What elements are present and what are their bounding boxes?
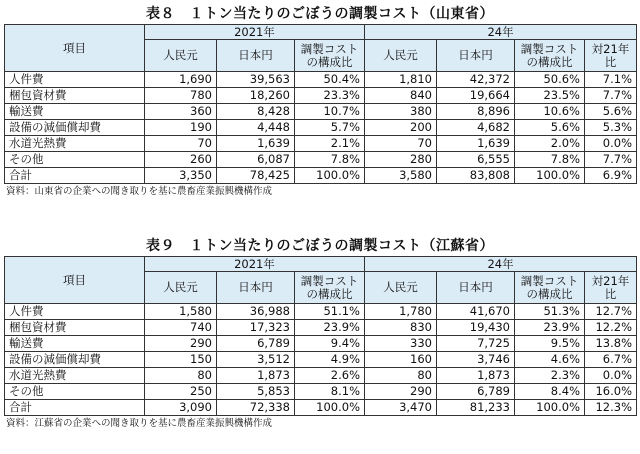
row-label: 梱包資材費 xyxy=(5,320,145,336)
cell-value: 8.1% xyxy=(295,384,365,400)
cell-value: 10.6% xyxy=(515,104,585,120)
header-year-2021: 2021年 xyxy=(145,257,365,272)
table-section-shandong xyxy=(4,4,636,200)
cell-value: 19,664 xyxy=(437,88,515,104)
cell-value: 6,789 xyxy=(217,336,295,352)
cell-value: 0.0% xyxy=(585,136,637,152)
cell-value: 2.1% xyxy=(295,136,365,152)
cell-value: 17,323 xyxy=(217,320,295,336)
column-header: 日本円 xyxy=(217,40,295,72)
header-year-24: 24年 xyxy=(365,257,637,272)
cell-value: 4,682 xyxy=(437,120,515,136)
cell-value: 840 xyxy=(365,88,437,104)
column-header: 日本円 xyxy=(437,40,515,72)
cell-value: 280 xyxy=(365,152,437,168)
cell-value: 1,873 xyxy=(437,368,515,384)
cell-value: 39,563 xyxy=(217,72,295,88)
cell-value: 83,808 xyxy=(437,168,515,184)
cell-value: 5,853 xyxy=(217,384,295,400)
cell-value: 2.0% xyxy=(515,136,585,152)
row-label: 水道光熱費 xyxy=(5,368,145,384)
cell-value: 150 xyxy=(145,352,217,368)
cell-value: 5.6% xyxy=(585,104,637,120)
cell-value: 41,670 xyxy=(437,304,515,320)
cell-value: 10.7% xyxy=(295,104,365,120)
table-row xyxy=(5,320,637,336)
cell-value: 5.3% xyxy=(585,120,637,136)
cell-value: 19,430 xyxy=(437,320,515,336)
cell-value: 740 xyxy=(145,320,217,336)
row-label: 輸送費 xyxy=(5,104,145,120)
cell-value: 260 xyxy=(145,152,217,168)
header-year-2021: 2021年 xyxy=(145,25,365,40)
cell-value: 50.4% xyxy=(295,72,365,88)
cell-value: 8,896 xyxy=(437,104,515,120)
cell-value: 7.8% xyxy=(515,152,585,168)
column-header: 対21年比 xyxy=(585,40,637,72)
cell-value: 51.3% xyxy=(515,304,585,320)
cell-value: 80 xyxy=(365,368,437,384)
table-row xyxy=(5,368,637,384)
cell-value: 6,087 xyxy=(217,152,295,168)
cell-value: 7.8% xyxy=(295,152,365,168)
header-year-24: 24年 xyxy=(365,25,637,40)
source-note: 資料：山東省の企業への聞き取りを基に農畜産業振興機構作成 xyxy=(6,186,273,197)
cell-value: 780 xyxy=(145,88,217,104)
cell-value: 100.0% xyxy=(295,400,365,416)
row-label: 設備の減価償却費 xyxy=(5,352,145,368)
row-label: 合計 xyxy=(5,400,145,416)
cell-value: 6,789 xyxy=(437,384,515,400)
cell-value: 7,725 xyxy=(437,336,515,352)
cell-value: 250 xyxy=(145,384,217,400)
cell-value: 3,090 xyxy=(145,400,217,416)
cell-value: 18,260 xyxy=(217,88,295,104)
total-row xyxy=(5,168,637,184)
cell-value: 290 xyxy=(145,336,217,352)
table-row xyxy=(5,120,637,136)
cell-value: 360 xyxy=(145,104,217,120)
table-row xyxy=(5,88,637,104)
cell-value: 70 xyxy=(365,136,437,152)
header-item: 項目 xyxy=(5,257,145,304)
table-row xyxy=(5,304,637,320)
cell-value: 6.7% xyxy=(585,352,637,368)
cell-value: 9.4% xyxy=(295,336,365,352)
cell-value: 2.6% xyxy=(295,368,365,384)
cell-value: 36,988 xyxy=(217,304,295,320)
row-label: 水道光熱費 xyxy=(5,136,145,152)
cell-value: 1,580 xyxy=(145,304,217,320)
column-header: 調製コストの構成比 xyxy=(515,40,585,72)
cell-value: 1,639 xyxy=(437,136,515,152)
cell-value: 7.7% xyxy=(585,88,637,104)
row-label: 人件費 xyxy=(5,304,145,320)
cell-value: 12.7% xyxy=(585,304,637,320)
cell-value: 330 xyxy=(365,336,437,352)
cell-value: 3,350 xyxy=(145,168,217,184)
cell-value: 50.6% xyxy=(515,72,585,88)
cell-value: 7.7% xyxy=(585,152,637,168)
cell-value: 1,780 xyxy=(365,304,437,320)
cell-value: 3,512 xyxy=(217,352,295,368)
table-row xyxy=(5,104,637,120)
cell-value: 6,555 xyxy=(437,152,515,168)
cell-value: 3,746 xyxy=(437,352,515,368)
cell-value: 8,428 xyxy=(217,104,295,120)
cell-value: 1,639 xyxy=(217,136,295,152)
cell-value: 200 xyxy=(365,120,437,136)
row-label: 輸送費 xyxy=(5,336,145,352)
cell-value: 4.6% xyxy=(515,352,585,368)
cell-value: 3,470 xyxy=(365,400,437,416)
table-row xyxy=(5,384,637,400)
cell-value: 5.6% xyxy=(515,120,585,136)
column-header: 調製コストの構成比 xyxy=(295,40,365,72)
table-row xyxy=(5,336,637,352)
column-header: 人民元 xyxy=(365,272,437,304)
table-row xyxy=(5,136,637,152)
column-header: 対21年比 xyxy=(585,272,637,304)
cell-value: 380 xyxy=(365,104,437,120)
total-row xyxy=(5,400,637,416)
cell-value: 72,338 xyxy=(217,400,295,416)
cell-value: 160 xyxy=(365,352,437,368)
cell-value: 9.5% xyxy=(515,336,585,352)
column-header: 日本円 xyxy=(437,272,515,304)
cell-value: 7.1% xyxy=(585,72,637,88)
row-label: その他 xyxy=(5,384,145,400)
row-label: 合計 xyxy=(5,168,145,184)
cost-table-jiangsu xyxy=(4,256,637,416)
row-label: 梱包資材費 xyxy=(5,88,145,104)
header-item: 項目 xyxy=(5,25,145,72)
cell-value: 12.2% xyxy=(585,320,637,336)
column-header: 人民元 xyxy=(365,40,437,72)
cell-value: 1,690 xyxy=(145,72,217,88)
cell-value: 100.0% xyxy=(515,168,585,184)
cell-value: 4,448 xyxy=(217,120,295,136)
cell-value: 78,425 xyxy=(217,168,295,184)
cell-value: 13.8% xyxy=(585,336,637,352)
cell-value: 81,233 xyxy=(437,400,515,416)
cell-value: 5.7% xyxy=(295,120,365,136)
cell-value: 0.0% xyxy=(585,368,637,384)
cell-value: 12.3% xyxy=(585,400,637,416)
cell-value: 16.0% xyxy=(585,384,637,400)
cell-value: 190 xyxy=(145,120,217,136)
cell-value: 1,873 xyxy=(217,368,295,384)
cell-value: 70 xyxy=(145,136,217,152)
row-label: 設備の減価償却費 xyxy=(5,120,145,136)
cell-value: 23.5% xyxy=(515,88,585,104)
table-section-jiangsu xyxy=(4,236,636,432)
source-note: 資料：江蘇省の企業への聞き取りを基に農畜産業振興機構作成 xyxy=(6,418,273,429)
cell-value: 42,372 xyxy=(437,72,515,88)
row-label: 人件費 xyxy=(5,72,145,88)
row-label: その他 xyxy=(5,152,145,168)
column-header: 調製コストの構成比 xyxy=(515,272,585,304)
cell-value: 830 xyxy=(365,320,437,336)
cell-value: 6.9% xyxy=(585,168,637,184)
cell-value: 23.9% xyxy=(295,320,365,336)
cost-table-shandong xyxy=(4,24,637,184)
cell-value: 2.3% xyxy=(515,368,585,384)
cell-value: 23.3% xyxy=(295,88,365,104)
cell-value: 1,810 xyxy=(365,72,437,88)
cell-value: 290 xyxy=(365,384,437,400)
cell-value: 4.9% xyxy=(295,352,365,368)
column-header: 日本円 xyxy=(217,272,295,304)
cell-value: 23.9% xyxy=(515,320,585,336)
cell-value: 51.1% xyxy=(295,304,365,320)
column-header: 調製コストの構成比 xyxy=(295,272,365,304)
table-row xyxy=(5,152,637,168)
cell-value: 80 xyxy=(145,368,217,384)
cell-value: 100.0% xyxy=(295,168,365,184)
cell-value: 3,580 xyxy=(365,168,437,184)
table-title: 表９ １トン当たりのごぼうの調製コスト（江蘇省） xyxy=(146,238,494,254)
cell-value: 8.4% xyxy=(515,384,585,400)
column-header: 人民元 xyxy=(145,272,217,304)
table-row xyxy=(5,72,637,88)
table-title: 表８ １トン当たりのごぼうの調製コスト（山東省） xyxy=(146,6,494,22)
table-row xyxy=(5,352,637,368)
column-header: 人民元 xyxy=(145,40,217,72)
cell-value: 100.0% xyxy=(515,400,585,416)
